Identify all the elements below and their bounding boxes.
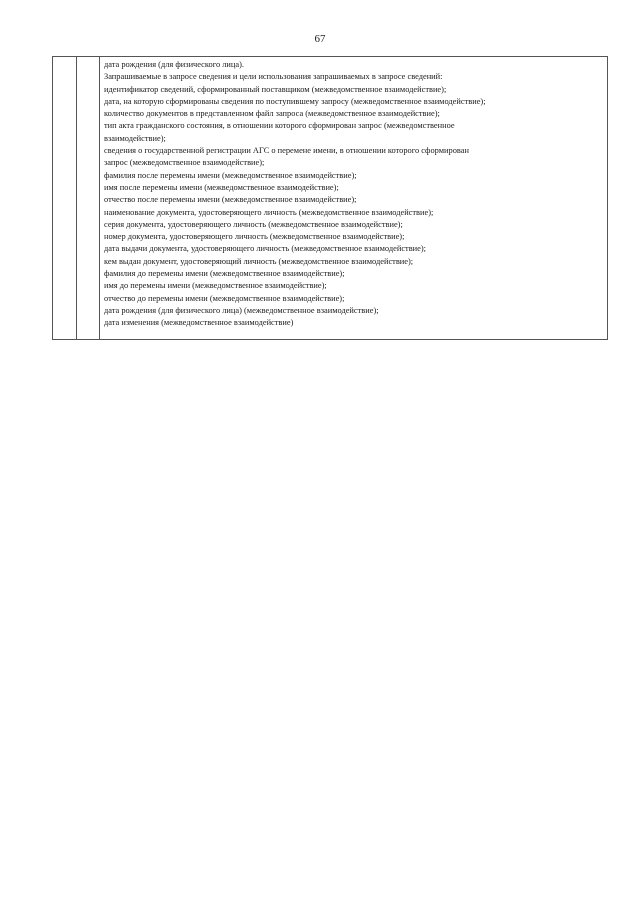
content-line: отчество до перемены имени (межведомственное взаимодействие);: [104, 293, 345, 303]
content-line: кем выдан документ, удостоверяющий личность (межведомственное взаимодействие);: [104, 256, 414, 266]
content-line: запрос (межведомственное взаимодействие);: [104, 158, 265, 168]
content-line: дата рождения (для физического лица) (межведомственное взаимодействие);: [104, 305, 379, 315]
content-line: наименование документа, удостоверяющего личность (межведомственное взаимодействие);: [104, 207, 434, 217]
table-column-name: [77, 57, 100, 339]
content-line: серия документа, удостоверяющего личность (межведомственное взаимодействие);: [104, 219, 403, 229]
table-column-content: [100, 57, 607, 339]
content-line: дата, на которую сформированы сведения по поступившему запросу (межведомственное взаимодействие);: [104, 96, 486, 106]
content-line: дата рождения (для физического лица).: [104, 60, 244, 69]
content-line: отчество после перемены имени (межведомственное взаимодействие);: [104, 195, 357, 205]
content-line: сведения о государственной регистрации АГС о перемене имени, в отношении которого сформирован: [104, 146, 469, 156]
content-line: дата изменения (межведомственное взаимодействие): [104, 318, 294, 328]
content-line: фамилия после перемены имени (межведомственное взаимодействие);: [104, 170, 357, 180]
content-line: Запрашиваемые в запросе сведения и цели использования запрашиваемых в запросе сведений:: [104, 72, 443, 82]
content-line: идентификатор сведений, сформированный поставщиком (межведомственное взаимодействие);: [104, 84, 447, 94]
content-line: количество документов в представленном файл запроса (межведомственное взаимодействие);: [104, 109, 440, 119]
page-number: 67: [314, 33, 326, 45]
content-line: дата выдачи документа, удостоверяющего личность (межведомственное взаимодействие);: [104, 244, 426, 254]
table-column-number: [53, 57, 77, 339]
content-line: взаимодействие);: [104, 133, 166, 143]
data-table: [52, 56, 608, 340]
content-line: номер документа, удостоверяющего личность (межведомственное взаимодействие);: [104, 232, 405, 242]
content-line: имя до перемены имени (межведомственное взаимодействие);: [104, 281, 327, 291]
content-line: имя после перемены имени (межведомственное взаимодействие);: [104, 182, 339, 192]
content-line: фамилия до перемены имени (межведомственное взаимодействие);: [104, 269, 345, 279]
content-line: тип акта гражданского состояния, в отношении которого сформирован запрос (межведомственное: [104, 121, 455, 131]
